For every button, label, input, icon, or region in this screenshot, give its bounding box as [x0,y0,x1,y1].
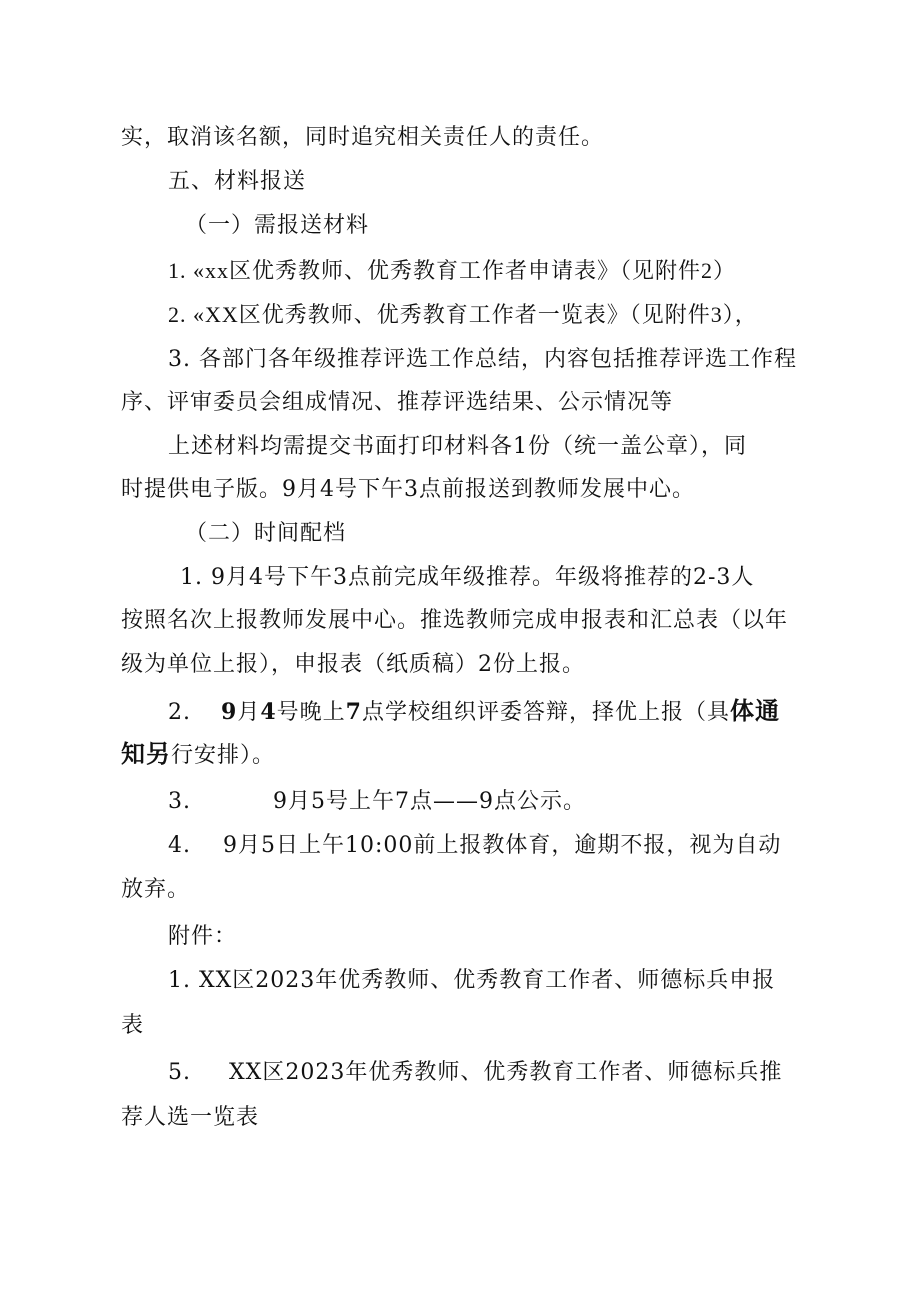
subsection-heading-schedule: （二）时间配档 [185,521,347,546]
schedule-item-1-line-3: 级为单位上报），申报表（纸质稿）2份上报。 [121,652,585,677]
attachment-2-text: XX区2023年优秀教师、优秀教育工作者、师德标兵推 [229,1060,783,1085]
attachment-2-number: 5. [168,1060,191,1085]
schedule-item-4-text: 9月5日上午10:00前上报教体育，逾期不报，视为自动 [223,833,782,858]
attachments-heading: 附件： [168,924,238,949]
schedule-item-4-number: 4. [168,833,191,858]
attachment-1-line-1: 1. XX区2023年优秀教师、优秀教育工作者、师德标兵申报 [168,968,776,993]
attachment-1-line-2: 表 [121,1013,145,1038]
schedule-item-1-line-2: 按照名次上报教师发展中心。推选教师完成申报表和汇总表（以年 [121,608,789,633]
schedule-item-1-line-1: 1. 9月4号下午3点前完成年级推荐。年级将推荐的2-3人 [180,565,755,590]
material-item-3-line-1: 3. 各部门各年级推荐评选工作总结，内容包括推荐评选工作程 [168,347,797,372]
material-item-2: 2. «XX区优秀教师、优秀教育工作者一览表》（见附件3）， [168,302,758,327]
schedule-item-3-number: 3. [168,789,191,814]
schedule-item-2-month-label: 月 [237,700,261,725]
schedule-item-2-number: 2. [168,700,191,725]
material-item-1: 1. «xx区优秀教师、优秀教育工作者申请表》（见附件2） [168,258,737,283]
schedule-item-2-tail: 行安排）。 [171,743,276,768]
attachment-2-line-1 [168,1059,782,1087]
attachment-2-line-2: 荐人选一览表 [121,1105,260,1130]
schedule-item-4-line-1 [168,832,781,860]
material-item-3-line-2: 序、评审委员会组成情况、推荐评选结果、公示情况等 [121,390,674,415]
schedule-item-2-hour: 7 [345,699,362,725]
subsection-heading-required-materials: （一）需报送材料 [185,213,370,238]
schedule-item-2-day: 9 [221,699,238,725]
schedule-item-4-line-2: 放弃。 [121,877,191,902]
schedule-item-3-text: 9月5号上午7点——9点公示。 [273,789,586,814]
schedule-item-3 [168,788,586,816]
paragraph-continuation: 实，取消该名额，同时追究相关责任人的责任。 [121,125,605,150]
schedule-item-2-line-2 [121,740,275,770]
submission-note-line-1: 上述材料均需提交书面打印材料各1份（统一盖公章），同 [168,434,747,459]
schedule-item-2-text: 点学校组织评委答辩，择优上报（具 [361,700,730,725]
section-heading-materials: 五、材料报送 [168,169,307,194]
schedule-item-2-date: 4 [260,699,277,725]
submission-note-line-2: 时提供电子版。9月4号下午3点前报送到教师发展中心。 [121,477,695,502]
schedule-item-2-line-1 [168,697,780,727]
schedule-item-2-emphasis-2: 知另 [121,740,171,768]
schedule-item-2-evening: 号晚上 [276,700,346,725]
schedule-item-2-emphasis-1: 体通 [729,697,780,725]
